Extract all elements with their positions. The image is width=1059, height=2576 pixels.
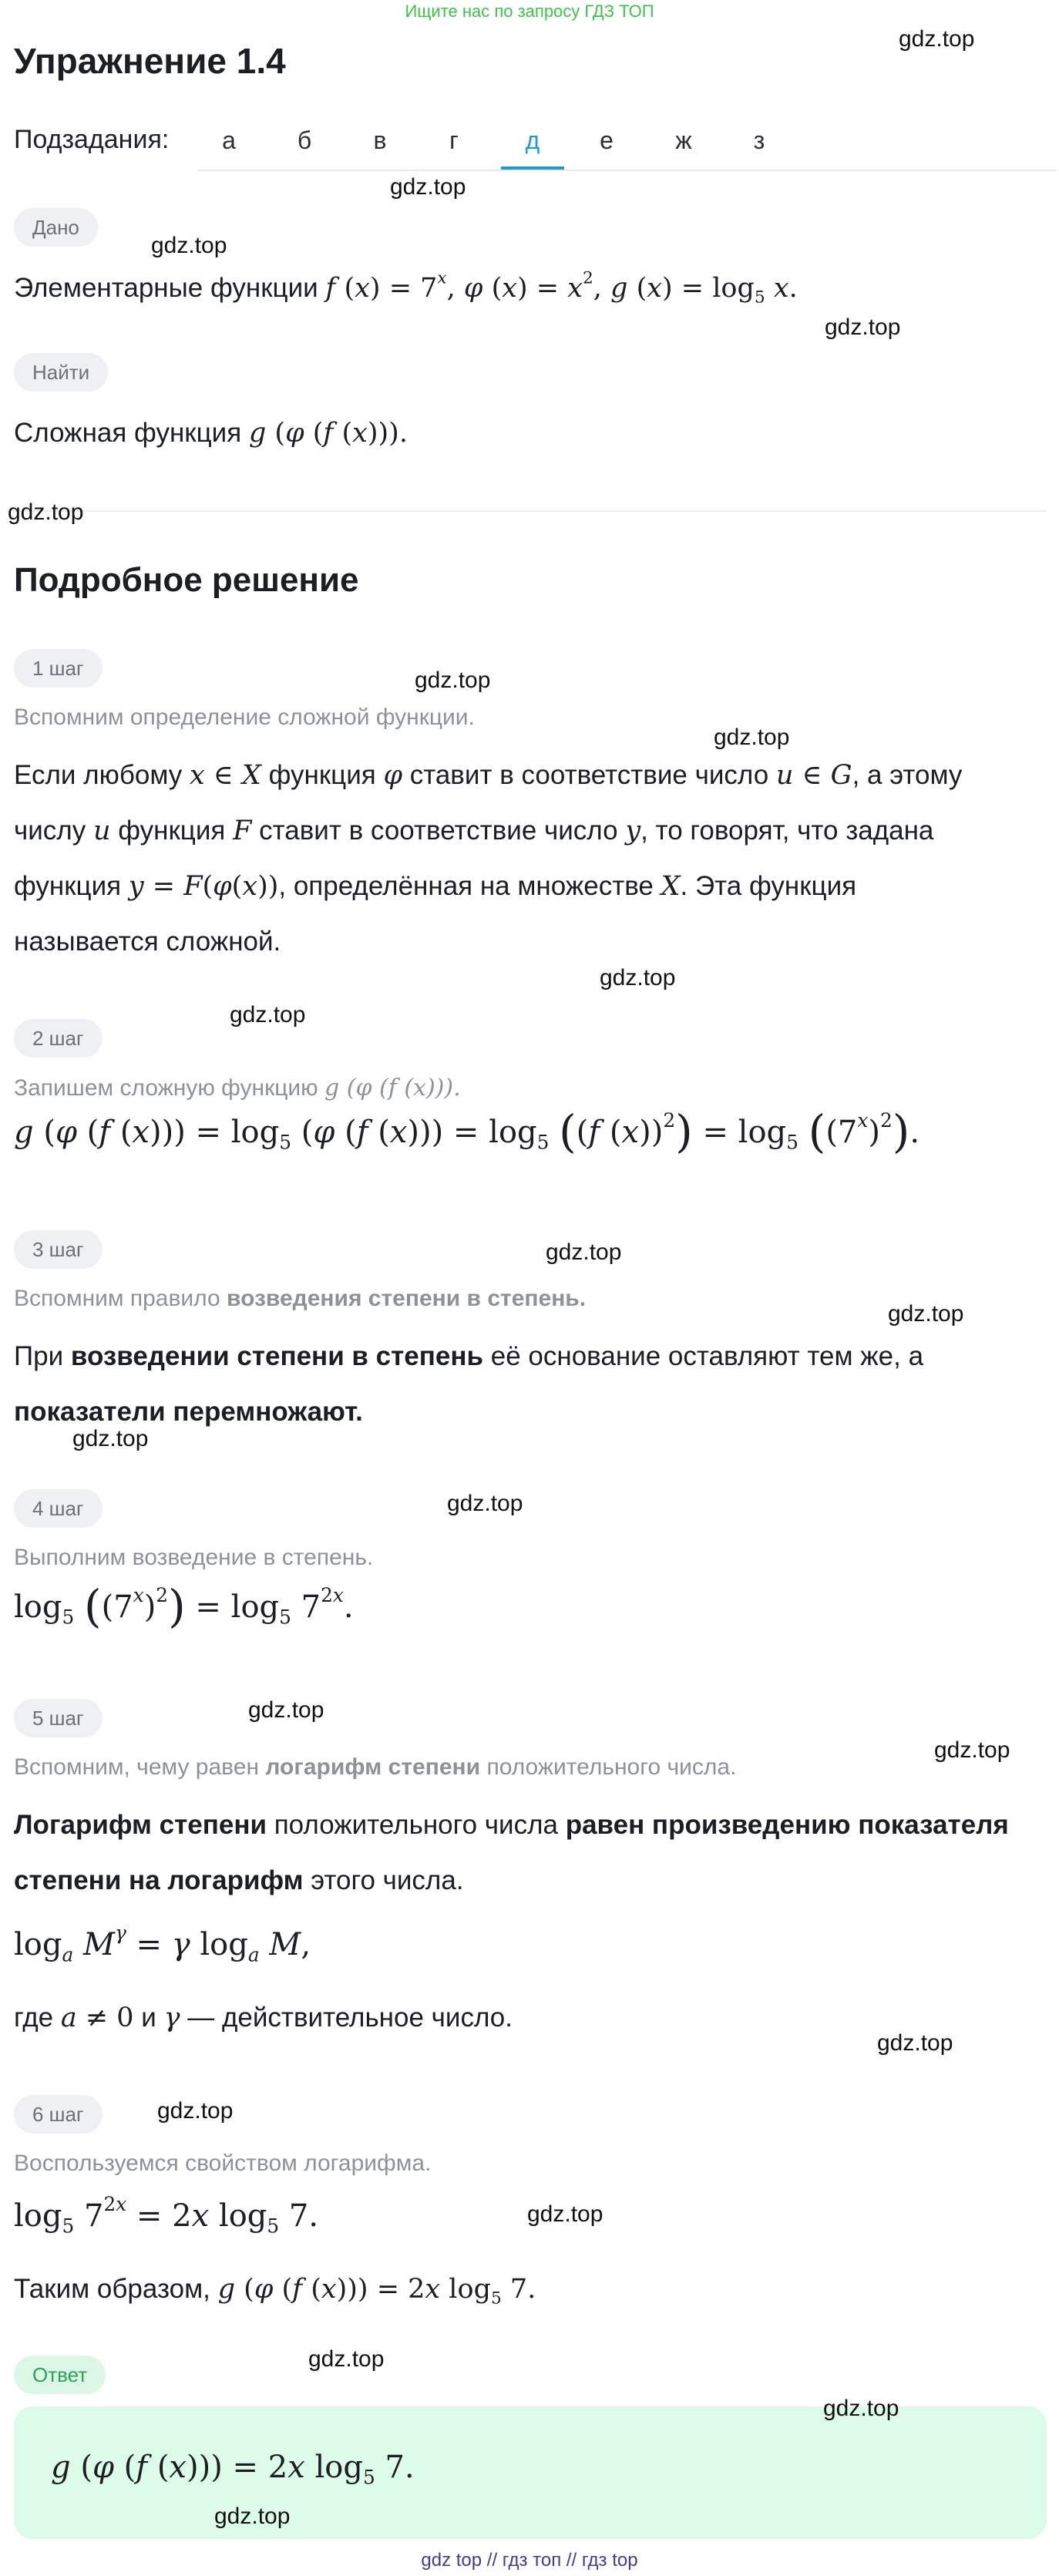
- step-2-hint: Запишем сложную функцию g (φ (f (x))).: [14, 1074, 461, 1101]
- conclusion: Таким образом, g (φ (f (x))) = 2x $\log_5 7$.: [14, 2274, 536, 2309]
- tab-d[interactable]: д: [501, 116, 564, 170]
- step-1-badge: 1 шаг: [14, 649, 103, 688]
- step-1-hint: Вспомним определение сложной функции.: [14, 705, 475, 730]
- watermark: gdz.top: [447, 1491, 523, 1516]
- find-badge: Найти: [14, 353, 108, 392]
- step-5-formula: $\log_a M^\gamma = \gamma$ $\log_a M$,: [14, 1922, 311, 1966]
- tab-b[interactable]: б: [297, 126, 312, 154]
- step-2-formula: g (φ (f $(x))) = \log_5 (\varphi$ (f $(x))) = \log_5 ((f$ $(x))^2) = \log_5 ((7^x)^2)$.: [14, 1105, 920, 1158]
- subtask-tabs: [197, 116, 1057, 171]
- step-6-formula: $\log_5 7^{2x} = 2x$ $\log_5 7$.: [14, 2193, 319, 2238]
- step-5-badge: 5 шаг: [14, 1699, 103, 1737]
- step-6-badge: 6 шаг: [14, 2095, 103, 2134]
- watermark: gdz.top: [230, 1002, 306, 1027]
- step-3-badge: 3 шаг: [14, 1230, 103, 1269]
- step-5-rule: Логарифм степени положительного числа равен произведению показателя степени на логарифм этого числа.: [14, 1810, 1009, 1895]
- watermark: gdz.top: [600, 965, 676, 990]
- tab-g[interactable]: г: [449, 126, 459, 154]
- step-3-rule: При возведении степени в степень её основание оставляют тем же, а показатели перемножают.: [14, 1341, 924, 1427]
- answer-formula: g (φ (f (x))) = 2x $\log_5 7$.: [51, 2450, 415, 2489]
- watermark: gdz.top: [415, 668, 491, 693]
- watermark: gdz.top: [527, 2201, 603, 2227]
- step-6-hint: Воспользуемся свойством логарифма.: [14, 2151, 432, 2176]
- step-4-badge: 4 шаг: [14, 1489, 103, 1528]
- watermark: gdz.top: [157, 2098, 234, 2124]
- page-title: Упражнение 1.4: [14, 41, 286, 81]
- step-2-badge: 2 шаг: [14, 1019, 103, 1058]
- tab-zh[interactable]: ж: [675, 126, 692, 154]
- watermark: gdz.top: [72, 1426, 149, 1451]
- step-5-condition: где a ≠ 0 и γ — действительное число.: [14, 2003, 513, 2033]
- answer-badge: Ответ: [14, 2356, 106, 2394]
- tab-a[interactable]: а: [222, 126, 236, 154]
- watermark: gdz.top: [8, 499, 84, 525]
- step-1-definition: Если любому x ∈ X функция φ ставит в соответствие число u ∈ G, а этому числу u функция F ставит в соответствие число y, то говорят, что задана функция y = F(φ(x)), определённая на множестве X. Эта функция называется сложной.: [14, 760, 963, 957]
- divider: [14, 510, 1047, 512]
- find-text: Сложная функция g (φ (f (x))).: [14, 418, 408, 449]
- watermark: gdz.top: [214, 2504, 291, 2529]
- step-4-hint: Выполним возведение в степень.: [14, 1545, 374, 1570]
- step-5-hint: Вспомним, чему равен логарифм степени положительного числа.: [14, 1754, 737, 1780]
- step-3-hint: Вспомним правило возведения степени в степень.: [14, 1286, 587, 1311]
- watermark: gdz.top: [899, 26, 975, 52]
- tab-z[interactable]: з: [753, 126, 765, 154]
- given-text: Элементарные функции f $(x) = 7^x$, φ $(x) = x^2$, g $(x) = \log_5 x$.: [14, 268, 798, 308]
- answer-box: [14, 2406, 1047, 2539]
- watermark: gdz.top: [825, 314, 901, 340]
- watermark: gdz.top: [823, 2396, 899, 2421]
- watermark: gdz.top: [714, 725, 790, 750]
- subtasks-label: Подзадания:: [14, 125, 170, 154]
- watermark: gdz.top: [308, 2346, 385, 2372]
- watermark: gdz.top: [546, 1239, 622, 1265]
- footer-links[interactable]: gdz top // гдз топ // гдз top: [421, 2550, 638, 2571]
- watermark: gdz.top: [877, 2030, 953, 2056]
- solution-title: Подробное решение: [14, 561, 359, 599]
- top-banner: Ищите нас по запросу ГДЗ ТОП: [405, 2, 654, 21]
- tab-e[interactable]: е: [600, 126, 614, 154]
- watermark: gdz.top: [248, 1697, 324, 1723]
- watermark: gdz.top: [888, 1301, 964, 1327]
- watermark: gdz.top: [934, 1737, 1010, 1763]
- watermark: gdz.top: [151, 233, 227, 258]
- watermark: gdz.top: [390, 174, 466, 200]
- tab-v[interactable]: в: [373, 126, 387, 154]
- given-badge: Дано: [14, 208, 98, 247]
- step-4-formula: $\log_5 ((7^x)^2) = \log_5 7^{2x}$.: [14, 1579, 354, 1633]
